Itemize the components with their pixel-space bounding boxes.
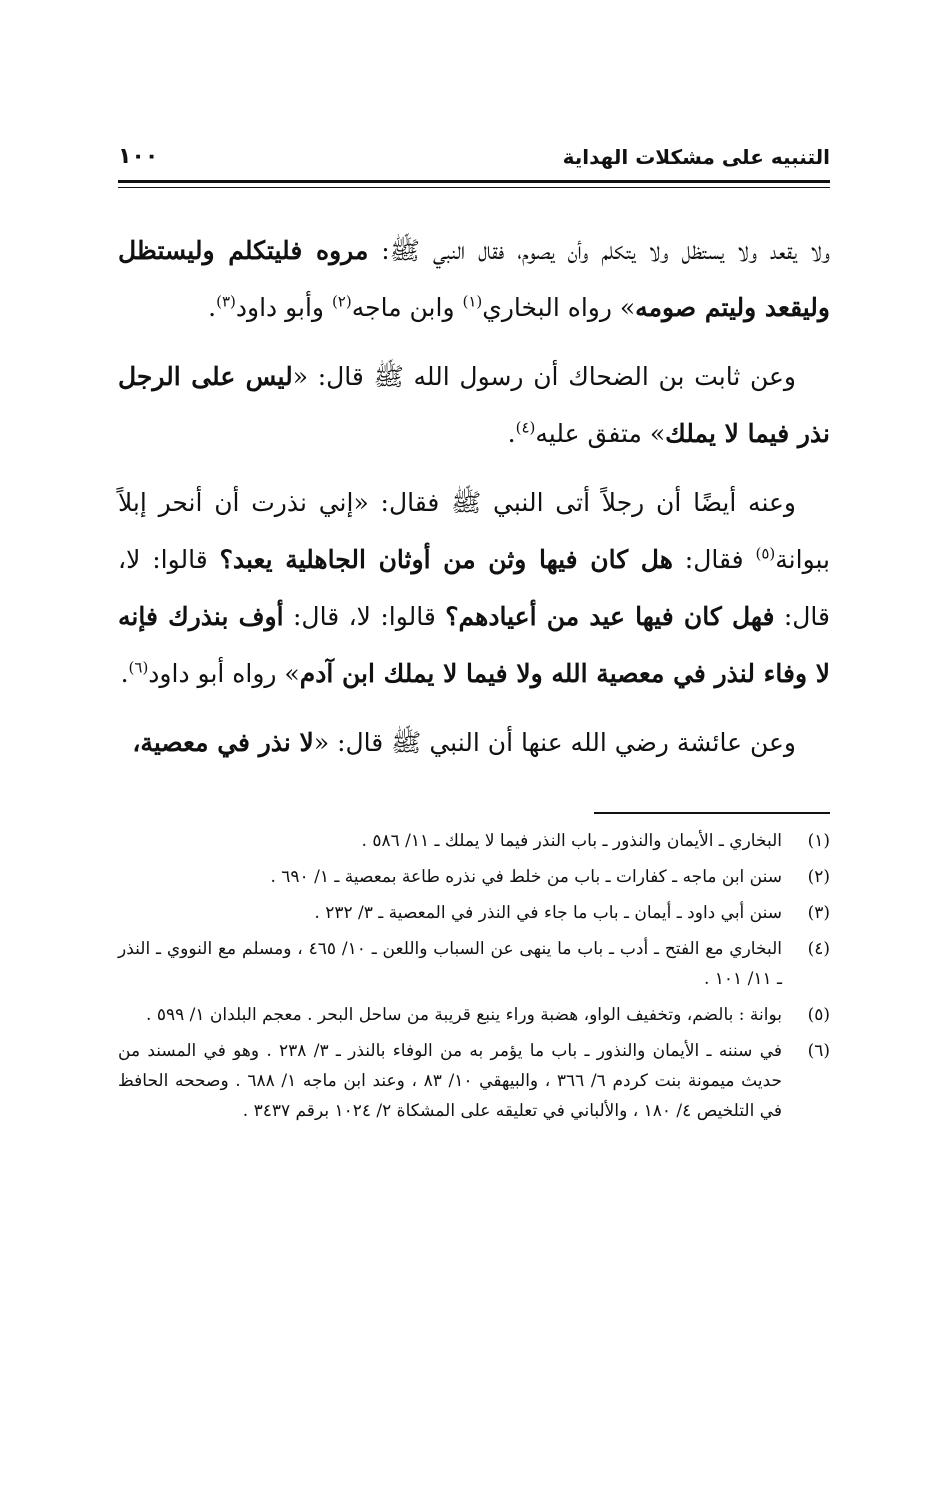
footnote-text: البخاري مع الفتح ـ أدب ـ باب ما ينهى عن السباب واللعن ـ ١٠/ ٤٦٥ ، ومسلم مع النووي ـ النذر ـ ١١/ ١٠١ .	[118, 939, 782, 989]
main-text	[118, 222, 830, 783]
p2-text-1: وعن ثابت بن الضحاك أن رسول الله ﷺ قال: «	[292, 362, 796, 391]
footnote-6	[118, 1036, 830, 1126]
p3-hadith-quote-1: هل كان فيها وثن من أوثان الجاهلية يعبد؟	[219, 545, 673, 574]
footnote-number: (٥)	[807, 1005, 830, 1025]
p1-text-3: وابن ماجه	[351, 293, 463, 322]
p3-text-5: » رواه أبو داود	[148, 659, 300, 688]
paragraph-3	[118, 474, 830, 702]
footnotes	[118, 826, 830, 1132]
footnote-number: (٦)	[807, 1041, 830, 1061]
p3-text-3: قالوا: لا، قال:	[118, 545, 830, 631]
paragraph-4	[118, 714, 830, 771]
p1-text-4: وأبو داود	[235, 293, 332, 322]
p2-text-2: » متفق عليه	[535, 419, 666, 448]
paragraph-1	[118, 222, 830, 336]
p2-text-3: .	[507, 419, 516, 448]
p3-hadith-quote-3: أوف بنذرك فإنه لا وفاء لنذر في معصية الله ولا فيما لا يملك ابن آدم	[118, 602, 830, 688]
p1-text-2: » رواه البخاري	[482, 293, 636, 322]
p4-text-1: وعن عائشة رضي الله عنها أن النبي ﷺ قال: «	[313, 728, 796, 757]
footnote-ref-5[interactable]: (٥)	[755, 544, 776, 563]
footnote-text: سنن ابن ماجه ـ كفارات ـ باب من خلط في نذره طاعة بمعصية ـ ١/ ٦٩٠ .	[270, 867, 782, 887]
footnote-4	[118, 934, 830, 994]
p3-text-4: قالوا: لا، قال:	[283, 602, 446, 631]
footnote-text: في سننه ـ الأيمان والنذور ـ باب ما يؤمر به من الوفاء بالنذر ـ ٣/ ٢٣٨ . وهو في المسند من حديث ميمونة بنت كردم ٦/ ٣٦٦ ، والبيهقي ١٠/ ٨٣ ، وعند ابن ماجه ١/ ٦٨٨ . وصححه الحافظ في التلخيص ٤/ ١٨٠ ، والألباني في تعليقه على المشكاة ٢/ ١٠٢٤ برقم ٣٤٣٧ .	[118, 1041, 783, 1121]
p1-text-5: .	[208, 293, 217, 322]
p3-text-1: وعنه أيضًا أن رجلاً أتى النبي ﷺ فقال: «إني نذرت أن أنحر إبلاً ببوانة	[118, 488, 830, 574]
footnote-ref-3[interactable]: (٣)	[216, 292, 236, 311]
footnote-ref-6[interactable]: (٦)	[128, 658, 149, 677]
footnote-text: بوانة : بالضم، وتخفيف الواو، هضبة وراء ينبع قريبة من ساحل البحر . معجم البلدان ١/ ٥٩٩ .	[146, 1005, 782, 1025]
p3-text-6: .	[120, 659, 129, 688]
footnote-number: (٢)	[807, 867, 830, 887]
footnote-ref-1[interactable]: (١)	[462, 292, 483, 311]
footnote-3	[118, 898, 830, 928]
footnote-ref-4[interactable]: (٤)	[515, 418, 536, 437]
footnote-5	[118, 1000, 830, 1030]
footnote-ref-2[interactable]: (٢)	[331, 292, 352, 311]
book-title: التنبيه على مشكلات الهداية	[562, 145, 830, 169]
p3-hadith-quote-2: فهل كان فيها عيد من أعيادهم؟	[445, 602, 775, 631]
header-rule-thick	[118, 180, 830, 183]
footnote-1	[118, 826, 830, 856]
page-number: ١٠٠	[118, 144, 159, 169]
p2-hadith-quote: ليس على الرجل نذر فيما لا يملك	[118, 362, 830, 448]
footnote-text: البخاري ـ الأيمان والنذور ـ باب النذر فيما لا يملك ـ ١١/ ٥٨٦ .	[361, 831, 782, 851]
footnote-text: سنن أبي داود ـ أيمان ـ باب ما جاء في النذر في المعصية ـ ٣/ ٢٣٢ .	[314, 903, 782, 923]
paragraph-2	[118, 348, 830, 462]
header-rule-thin	[118, 187, 830, 188]
footnote-number: (٤)	[807, 939, 830, 959]
p4-hadith-quote: لا نذر في معصية،	[132, 728, 314, 757]
footnote-number: (٣)	[807, 903, 830, 923]
p1-hadith-quote: مروه فليتكلم وليستظل وليقعد وليتم صومه	[118, 236, 830, 322]
p1-text-1: ولا يقعد ولا يستظل ولا يتكلم وأن يصوم، فقال النبي ﷺ:	[368, 236, 830, 265]
footnote-separator	[594, 812, 830, 814]
book-page	[118, 0, 830, 1489]
footnote-number: (١)	[807, 831, 830, 851]
running-header	[118, 140, 830, 180]
p3-text-2: فقال:	[672, 545, 756, 574]
footnote-2	[118, 862, 830, 892]
